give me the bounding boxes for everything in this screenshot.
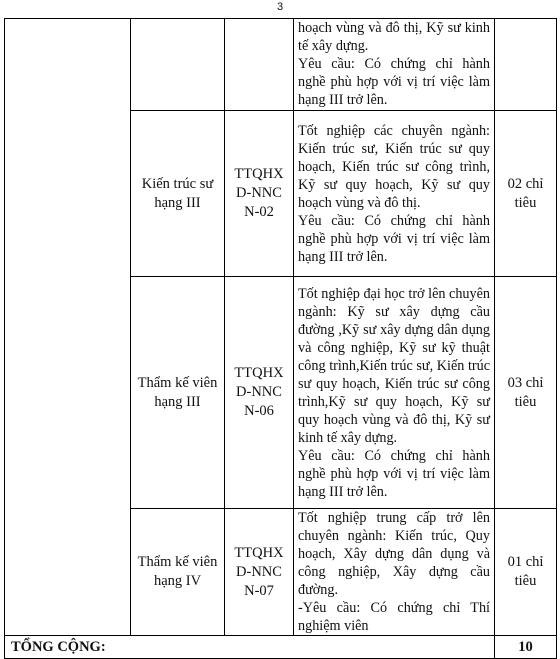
requirement-text: hoạch vùng và đô thị, Kỹ sư kinh tế xây dựng. (298, 20, 490, 54)
quota-cell: 01 chỉ tiêu (495, 509, 557, 636)
department-cell (5, 19, 131, 636)
total-row (5, 636, 557, 659)
code-cell (225, 19, 294, 111)
quota-cell: 02 chỉ tiêu (495, 111, 557, 277)
requirement-text: -Yêu cầu: Có chứng chỉ Thí nghiệm viên (298, 600, 490, 634)
code-cell: TTQHXD-NNCN-02 (225, 111, 294, 277)
total-value: 10 (495, 636, 557, 659)
requirement-cell (294, 509, 495, 636)
quota-cell: 03 chỉ tiêu (495, 277, 557, 509)
requirement-cell (294, 19, 495, 111)
requirement-text: Yêu cầu: Có chứng chỉ hành nghề phù hợp với vị trí việc làm hạng III trở lên. (298, 447, 490, 500)
requirement-text: Tốt nghiệp các chuyên ngành: Kiến trúc sư, Kiến trúc sư quy hoạch, Kiến trúc sư công trình, Kỹ sư quy hoạch, Kỹ sư quy hoạch vùng và đô thị. (298, 122, 490, 211)
position-cell: Thẩm kế viên hạng IV (131, 509, 225, 636)
requirement-text: Yêu cầu: Có chứng chỉ hành nghề phù hợp với vị trí việc làm hạng III trở lên. (298, 212, 490, 265)
requirement-text: Tốt nghiệp trung cấp trở lên chuyên ngành: Kiến trúc, Quy hoạch, Xây dựng dân dụng và công nghiệp, Xây dựng cầu đường. (298, 510, 490, 598)
quota-cell (495, 19, 557, 111)
code-cell: TTQHXD-NNCN-07 (225, 509, 294, 636)
position-cell: Thẩm kế viên hạng III (131, 277, 225, 509)
code-cell: TTQHXD-NNCN-06 (225, 277, 294, 509)
table-row (5, 19, 557, 111)
position-cell: Kiến trúc sư hạng III (131, 111, 225, 277)
requirement-text: Yêu cầu: Có chứng chỉ hành nghề phù hợp với vị trí việc làm hạng III trở lên. (298, 56, 490, 108)
page-number: 3 (276, 1, 284, 13)
requirement-text: Tốt nghiệp đại học trở lên chuyên ngành: Kỹ sư xây dựng cầu đường ,Kỹ sư xây dựng dân dụng và công nghiệp, Kỹ sư kỹ thuật công trình,Kiến trúc sư, Kiến trúc sư quy hoạch, Kiến trúc sư công trình,Kỹ sư quy hoạch, Kỹ sư quy hoạch vùng và đô thị, Kỹ sư kinh tế xây dựng. (298, 285, 490, 446)
requirement-cell (294, 277, 495, 509)
requirement-cell (294, 111, 495, 277)
total-label: TỔNG CỘNG: (5, 636, 495, 659)
position-cell (131, 19, 225, 111)
recruitment-table (4, 18, 557, 659)
